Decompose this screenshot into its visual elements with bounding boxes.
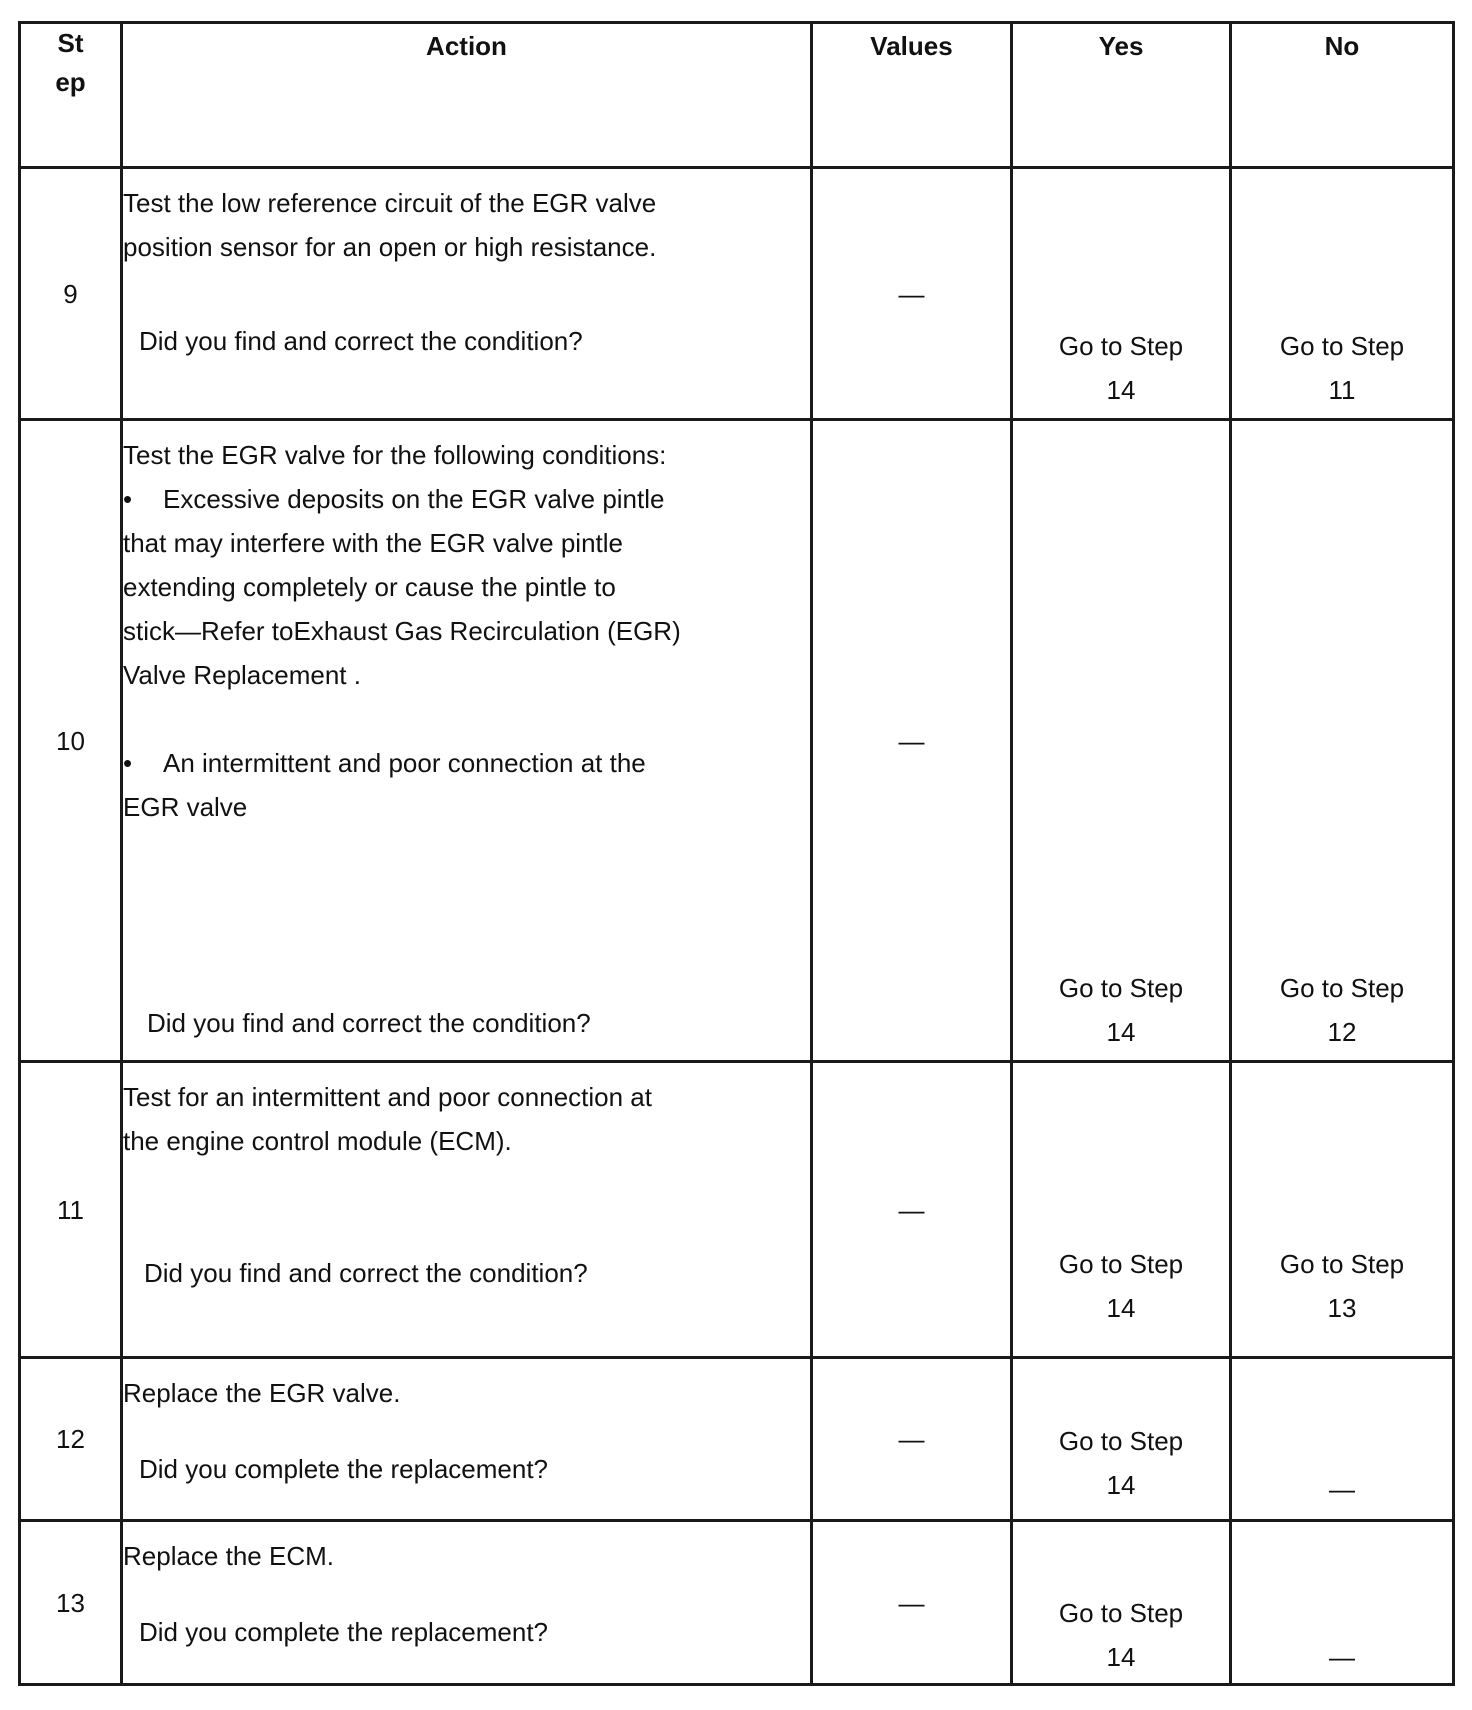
yes-goto-step: 14 xyxy=(1106,1017,1136,1047)
header-step-line1: St xyxy=(57,28,84,58)
no-cell: — xyxy=(1231,1521,1454,1685)
yes-goto-step: 14 xyxy=(1106,375,1136,405)
no-goto-label: Go to Step xyxy=(1279,331,1405,361)
diagnostic-table xyxy=(18,21,1455,1686)
action-cell xyxy=(122,1062,812,1358)
yes-goto-step: 14 xyxy=(1106,1470,1136,1500)
yes-cell xyxy=(1012,420,1231,1062)
values-cell: — xyxy=(812,1062,1012,1358)
action-line: Replace the ECM. xyxy=(123,1541,334,1571)
action-cell xyxy=(122,1521,812,1685)
action-intro: Test the EGR valve for the following conditions: xyxy=(123,440,667,470)
yes-goto-label: Go to Step xyxy=(1058,1249,1184,1279)
yes-cell xyxy=(1012,1062,1231,1358)
no-cell xyxy=(1231,420,1454,1062)
header-step-line2: ep xyxy=(55,67,86,97)
no-cell xyxy=(1231,1062,1454,1358)
action-question: Did you find and correct the condition? xyxy=(144,1258,588,1288)
action-line: position sensor for an open or high resistance. xyxy=(123,232,657,262)
yes-goto-label: Go to Step xyxy=(1058,973,1184,1003)
yes-cell xyxy=(1012,1521,1231,1685)
bullet-item xyxy=(123,741,810,785)
action-question: Did you complete the replacement? xyxy=(139,1617,549,1647)
yes-cell xyxy=(1012,168,1231,420)
yes-goto-label: Go to Step xyxy=(1058,1598,1184,1628)
no-cell xyxy=(1231,168,1454,420)
values-cell: — xyxy=(812,420,1012,1062)
no-goto-step: 12 xyxy=(1327,1017,1357,1047)
table-row xyxy=(20,1062,1454,1358)
bullet-line: stick—Refer toExhaust Gas Recirculation (EGR) xyxy=(123,616,681,646)
values-cell: — xyxy=(812,168,1012,420)
yes-goto-label: Go to Step xyxy=(1058,1426,1184,1456)
action-question: Did you find and correct the condition? xyxy=(139,326,583,356)
action-line: the engine control module (ECM). xyxy=(123,1126,512,1156)
step-number: 12 xyxy=(20,1358,122,1521)
action-cell xyxy=(122,1358,812,1521)
no-goto-step: 13 xyxy=(1327,1293,1357,1323)
step-number: 9 xyxy=(20,168,122,420)
header-values: Values xyxy=(812,23,1012,168)
bullet-line: Valve Replacement . xyxy=(123,660,361,690)
action-line: Test for an intermittent and poor connection at xyxy=(123,1082,652,1112)
table-row xyxy=(20,168,1454,420)
step-number: 10 xyxy=(20,420,122,1062)
values-cell: — xyxy=(812,1358,1012,1521)
action-cell xyxy=(122,168,812,420)
action-cell xyxy=(122,420,812,1062)
bullet-line: extending completely or cause the pintle to xyxy=(123,572,616,602)
action-question: Did you complete the replacement? xyxy=(139,1454,549,1484)
no-goto-label: Go to Step xyxy=(1279,973,1405,1003)
no-goto-label: Go to Step xyxy=(1279,1249,1405,1279)
no-goto-step: 11 xyxy=(1328,375,1356,405)
header-no: No xyxy=(1231,23,1454,168)
header-action: Action xyxy=(122,23,812,168)
bullet-line: that may interfere with the EGR valve pintle xyxy=(123,528,624,558)
bullet-line: Excessive deposits on the EGR valve pintle xyxy=(163,484,665,514)
values-cell: — xyxy=(812,1521,1012,1685)
bullet-line: An intermittent and poor connection at the xyxy=(163,748,646,778)
yes-cell xyxy=(1012,1358,1231,1521)
table-row xyxy=(20,1358,1454,1521)
header-step xyxy=(20,23,122,168)
step-number: 13 xyxy=(20,1521,122,1685)
table-row xyxy=(20,420,1454,1062)
header-row xyxy=(20,23,1454,168)
header-yes: Yes xyxy=(1012,23,1231,168)
action-question: Did you find and correct the condition? xyxy=(147,1008,591,1038)
yes-goto-step: 14 xyxy=(1106,1642,1136,1672)
step-number: 11 xyxy=(20,1062,122,1358)
yes-goto-step: 14 xyxy=(1106,1293,1136,1323)
action-line: Replace the EGR valve. xyxy=(123,1378,401,1408)
yes-goto-label: Go to Step xyxy=(1058,331,1184,361)
no-cell: — xyxy=(1231,1358,1454,1521)
bullet-marker: • xyxy=(123,748,133,778)
bullet-marker: • xyxy=(123,484,133,514)
table-row xyxy=(20,1521,1454,1685)
bullet-item xyxy=(123,477,810,521)
bullet-line: EGR valve xyxy=(123,792,248,822)
action-line: Test the low reference circuit of the EGR valve xyxy=(123,188,657,218)
